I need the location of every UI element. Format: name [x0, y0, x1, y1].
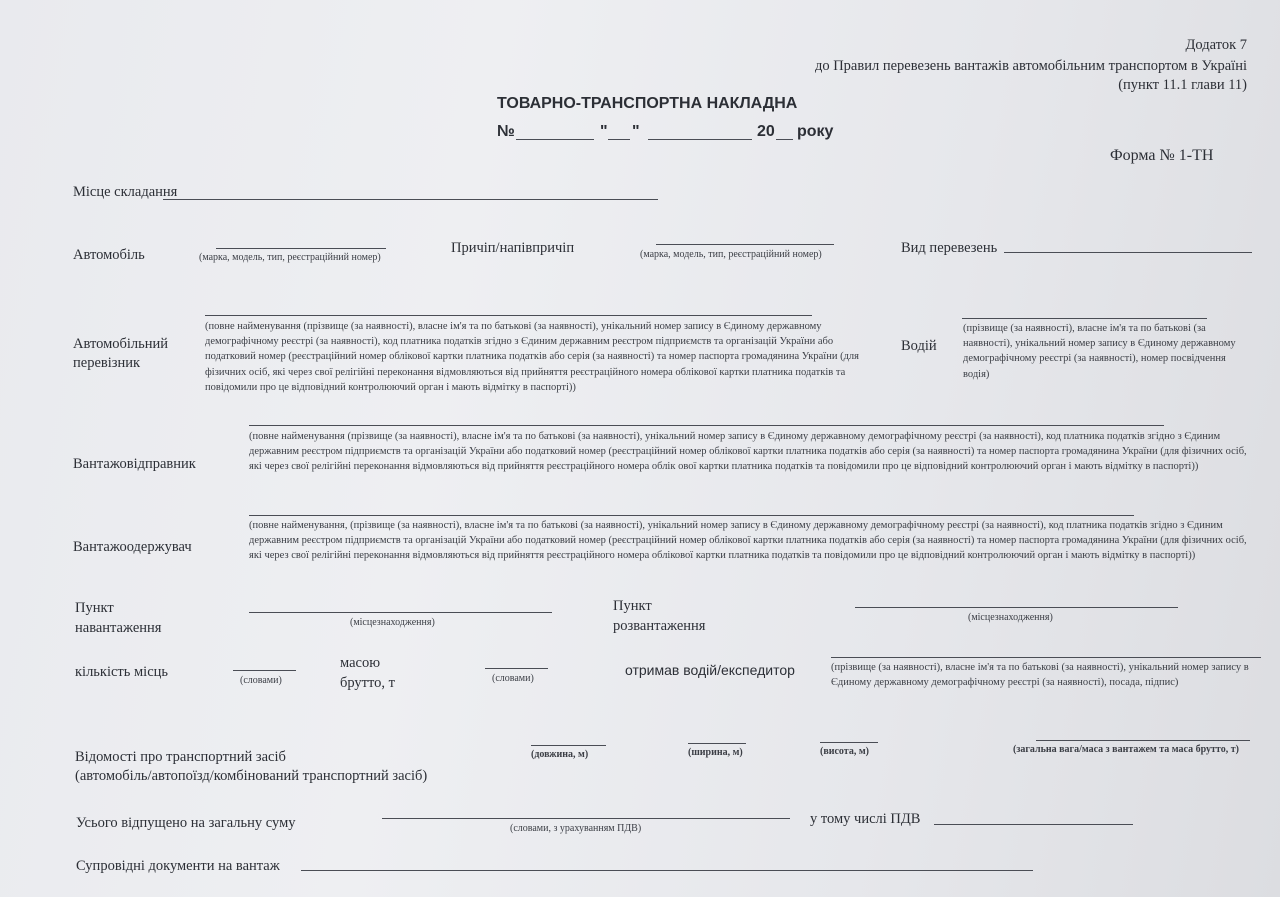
- shipper-hint: (повне найменування (прізвище (за наявності), власне ім'я та по батькові (за наявності), унікальний номер запису в Єдиному державному демографічному реєстрі (за наявності), код платника податків згідно з Єдиним державним реєстром підприємств та організацій України або податковий номер (реєстраційний номер облікової картки платника податків або серія (за наявності) та номер паспорта громадянина України (для фізичних осіб, які через свої релігійні переконання відмовляються від прийняття реєстраційного номера облік ової картки платника податків та повідомили про це відповідний контролюючий орган і мають відмітку в паспорті)): [249, 431, 1247, 473]
- loading-field[interactable]: [249, 612, 552, 613]
- loading-label-line2: навантаження: [75, 620, 162, 636]
- docs-field[interactable]: [301, 870, 1033, 871]
- places-count-hint: (словами): [240, 675, 282, 686]
- day-field[interactable]: [608, 139, 630, 140]
- trailer-label: Причіп/напівпричіп: [451, 240, 575, 256]
- length-hint: (довжина, м): [531, 749, 589, 760]
- driver-hint: (прізвище (за наявності), власне ім'я та по батькові (за наявності), унікальний номер запису в Єдиному державному демографічному реєстрі (за наявності), номер посвідчення водія): [963, 323, 1236, 380]
- loading-hint: (місцезнаходження): [350, 617, 435, 628]
- rules-label: до Правил перевезень вантажів автомобільним транспортом в Україні: [814, 58, 1247, 74]
- form-title: ТОВАРНО-ТРАНСПОРТНА НАКЛАДНА: [497, 95, 798, 112]
- year-field[interactable]: [776, 139, 793, 140]
- received-hint: (прізвище (за наявності), власне ім'я та по батькові (за наявності), унікальний номер запису в Єдиному державному демографічному реєстрі (за наявності), посада, підпис): [831, 662, 1249, 689]
- places-count-field[interactable]: [233, 670, 296, 671]
- docs-label: Супровідні документи на вантаж: [76, 858, 280, 874]
- car-field[interactable]: [216, 248, 386, 249]
- driver-label: Водій: [901, 338, 937, 354]
- consignee-hint: (повне найменування, (прізвище (за наявності), власне ім'я та по батькові (за наявності), унікальний номер запису в Єдиному державному демографічному реєстрі (за наявності), код платника податків згідно з Єдиним державним реєстром підприємств та організацій України або податковий номер (реєстраційний номер облікової картки платника податків або серія (за наявності) та номер паспорта громадянина України (для фізичних осіб, які через свої релігійні переконання відмовляються від прийняття реєстраційного номера облікової картки платника податків та повідомили про це відповідний контролюючий орган і мають відмітку в паспорті)): [249, 520, 1247, 562]
- appendix-label: Додаток 7: [1185, 37, 1247, 53]
- trailer-hint: (марка, модель, тип, реєстраційний номер): [640, 249, 822, 260]
- mass-label-line2: брутто, т: [340, 675, 396, 691]
- places-count-label: кількість місць: [75, 664, 169, 680]
- width-hint: (ширина, м): [688, 747, 743, 758]
- place-field[interactable]: [163, 199, 658, 200]
- total-field[interactable]: [382, 818, 790, 819]
- vehicle-label-line1: Відомості про транспортний засіб: [75, 749, 286, 765]
- number-field[interactable]: [516, 139, 594, 140]
- total-label: Усього відпущено на загальну суму: [76, 815, 296, 831]
- received-label: отримав водій/експедитор: [625, 662, 795, 678]
- height-hint: (висота, м): [820, 746, 869, 757]
- clause-label: (пункт 11.1 глави 11): [1118, 77, 1247, 93]
- mass-label-line1: масою: [340, 655, 381, 671]
- weight-field[interactable]: [1036, 740, 1250, 741]
- unloading-hint: (місцезнаходження): [968, 612, 1053, 623]
- place-label: Місце складання: [73, 184, 178, 200]
- consignee-field[interactable]: [249, 515, 1134, 516]
- quote-close: ": [632, 123, 640, 140]
- mass-hint: (словами): [492, 673, 534, 684]
- car-hint: (марка, модель, тип, реєстраційний номер): [199, 252, 381, 263]
- total-hint: (словами, з урахуванням ПДВ): [510, 823, 642, 834]
- form-number: Форма № 1-ТН: [1110, 147, 1214, 164]
- car-label: Автомобіль: [73, 247, 145, 263]
- month-field[interactable]: [648, 139, 752, 140]
- driver-field[interactable]: [962, 318, 1207, 319]
- year-prefix: 20: [757, 123, 775, 140]
- width-field[interactable]: [688, 743, 746, 744]
- vehicle-label-line2: (автомобіль/автопоїзд/комбінований транспортний засіб): [75, 768, 428, 784]
- received-field[interactable]: [831, 657, 1261, 658]
- transport-type-label: Вид перевезень: [901, 240, 998, 256]
- vat-label: у тому числі ПДВ: [810, 811, 921, 827]
- loading-label-line1: Пункт: [75, 600, 114, 616]
- quote-open: ": [600, 123, 608, 140]
- mass-field[interactable]: [485, 668, 548, 669]
- unloading-label-line1: Пункт: [613, 598, 652, 614]
- shipper-label: Вантажовідправник: [73, 456, 196, 472]
- length-field[interactable]: [531, 745, 606, 746]
- height-field[interactable]: [820, 742, 878, 743]
- consignee-label: Вантажоодержувач: [73, 539, 192, 555]
- number-sign: №: [497, 123, 515, 140]
- weight-hint: (загальна вага/маса з вантажем та маса брутто, т): [1013, 744, 1239, 755]
- transport-type-field[interactable]: [1004, 252, 1252, 253]
- carrier-hint: (повне найменування (прізвище (за наявності), власне ім'я та по батькові (за наявності), унікальний номер запису в Єдиному державному демографічному реєстрі (за наявності), код платника податків згідно з Єдиним державним реєстром підприємств та організацій України або податковий номер (реєстраційний номер облікової картки платника податків або серія (за наявності) та номер паспорта громадянина України (для фізичних осіб, які через свої релігійні переконання відмовляються від прийняття реєстраційного номера облікової картки платника податків та повідомили про це відповідний контролюючий орган і мають відмітку в паспорті)): [205, 321, 859, 393]
- carrier-label-line2: перевізник: [73, 355, 141, 371]
- carrier-field[interactable]: [205, 315, 812, 316]
- shipper-field[interactable]: [249, 425, 1164, 426]
- carrier-label-line1: Автомобільний: [73, 336, 169, 352]
- unloading-label-line2: розвантаження: [613, 618, 706, 634]
- unloading-field[interactable]: [855, 607, 1178, 608]
- vat-field[interactable]: [934, 824, 1133, 825]
- year-suffix: року: [797, 123, 834, 140]
- trailer-field[interactable]: [656, 244, 834, 245]
